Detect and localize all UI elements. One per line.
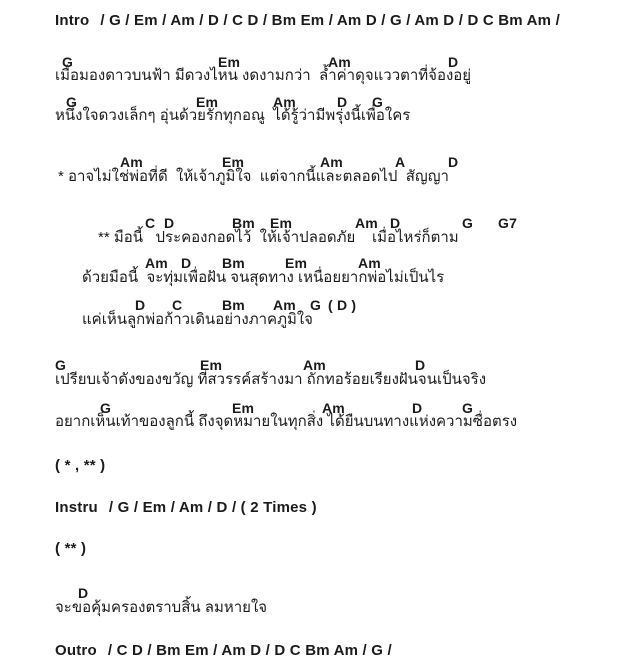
chord-symbol: G	[100, 400, 112, 416]
chord-symbol: Am	[328, 54, 351, 70]
chord-symbol: Bm	[222, 297, 245, 313]
chord-symbol: ( D )	[328, 297, 357, 313]
chord-symbol: G7	[498, 215, 518, 231]
chord-symbol: G	[462, 400, 474, 416]
chord-symbol: D	[448, 54, 459, 70]
chord-symbol: D	[181, 255, 192, 271]
chord-symbol: Am	[320, 154, 343, 170]
chord-symbol: Am	[303, 357, 326, 373]
section-line-intro	[55, 11, 560, 31]
lyric-line: อยากเห็นเท้าของลูกนี้ ถึงจุดหมายในทุกสิ่ง ได้ยืนบนทางแห่งความซื่อตรง	[55, 413, 518, 430]
chord-symbol: Bm	[232, 215, 255, 231]
chord-symbol: Em	[232, 400, 255, 416]
section-label: Intro	[55, 12, 90, 29]
chord-symbol: G	[62, 54, 74, 70]
chord-symbol: D	[164, 215, 175, 231]
lyric-line: จะขอคุ้มครองตราบสิ้น ลมหายใจ	[55, 599, 268, 616]
lyric-line: เมื่อมองดาวบนฟ้า มีดวงไหน งดงามกว่า ล้ำค่าดุจแววตาที่จ้องอยู่	[55, 67, 472, 84]
chord-symbol: Em	[218, 54, 241, 70]
lyric-line: ด้วยมือนี้ จะทุ่มเพื่อฝัน จนสุดทาง เหนื่อยยากพ่อไม่เป็นไร	[82, 269, 445, 286]
chord-symbol: D	[412, 400, 423, 416]
chord-symbol: Bm	[222, 255, 245, 271]
section-label: Outro	[55, 642, 97, 659]
chord-symbol: Em	[200, 357, 223, 373]
chord-symbol: G	[462, 215, 474, 231]
chord-symbol: Am	[358, 255, 381, 271]
chord-symbol: G	[66, 94, 78, 110]
chord-symbol: G	[55, 357, 67, 373]
chord-symbol: G	[372, 94, 384, 110]
chord-symbol: D	[135, 297, 146, 313]
chord-symbol: Em	[285, 255, 308, 271]
chord-symbol: Am	[355, 215, 378, 231]
chord-symbol: C	[145, 215, 156, 231]
chord-symbol: A	[395, 154, 406, 170]
repeat-marker-line: ( * , ** )	[55, 457, 106, 474]
chord-symbol: C	[172, 297, 183, 313]
chord-symbol: G	[310, 297, 322, 313]
lyric-line: แค่เห็นลูกพ่อก้าวเดินอย่างภาคภูมิใจ	[82, 311, 313, 328]
chord-symbol: Am	[120, 154, 143, 170]
chord-symbol: D	[390, 215, 401, 231]
chord-symbol: Em	[196, 94, 219, 110]
repeat-marker-line: ( ** )	[55, 540, 87, 557]
chord-symbol: D	[448, 154, 459, 170]
chord-symbol: D	[78, 585, 89, 601]
chord-symbol: Am	[273, 297, 296, 313]
section-label: Instru	[55, 499, 98, 516]
section-line-outro	[55, 641, 392, 661]
section-progression: / G / Em / Am / D / ( 2 Times )	[108, 499, 317, 516]
section-progression: / G / Em / Am / D / C D / Bm Em / Am D / G / Am D / D C Bm Am /	[100, 12, 560, 29]
section-line-instru	[55, 498, 317, 518]
chord-symbol: Em	[270, 215, 293, 231]
chord-symbol: Am	[273, 94, 296, 110]
lyric-line: เปรียบเจ้าดังของขวัญ ที่สวรรค์สร้างมา ถักทอร้อยเรียงฝันจนเป็นจริง	[55, 371, 487, 388]
chord-symbol: Am	[322, 400, 345, 416]
chord-symbol: Am	[145, 255, 168, 271]
lyric-line: หนึ่งใจดวงเล็กๆ อุ่นด้วยรักทุกอณู ได้รู้ว่ามีพรุ่งนี้เพื่อใคร	[55, 107, 411, 124]
chord-symbol: Em	[222, 154, 245, 170]
lyric-line: ** มือนี้ ประคองกอดไว้ ให้เจ้าปลอดภัย เมื่อไหร่ก็ตาม	[98, 229, 459, 246]
chord-symbol: D	[415, 357, 426, 373]
lyric-line: * อาจไม่ใช่พ่อที่ดี ให้เจ้าภูมิใจ แต่จากนี้และตลอดไป สัญญา	[58, 168, 449, 185]
section-progression: / C D / Bm Em / Am D / D C Bm Am / G /	[107, 642, 392, 659]
chord-symbol: D	[337, 94, 348, 110]
